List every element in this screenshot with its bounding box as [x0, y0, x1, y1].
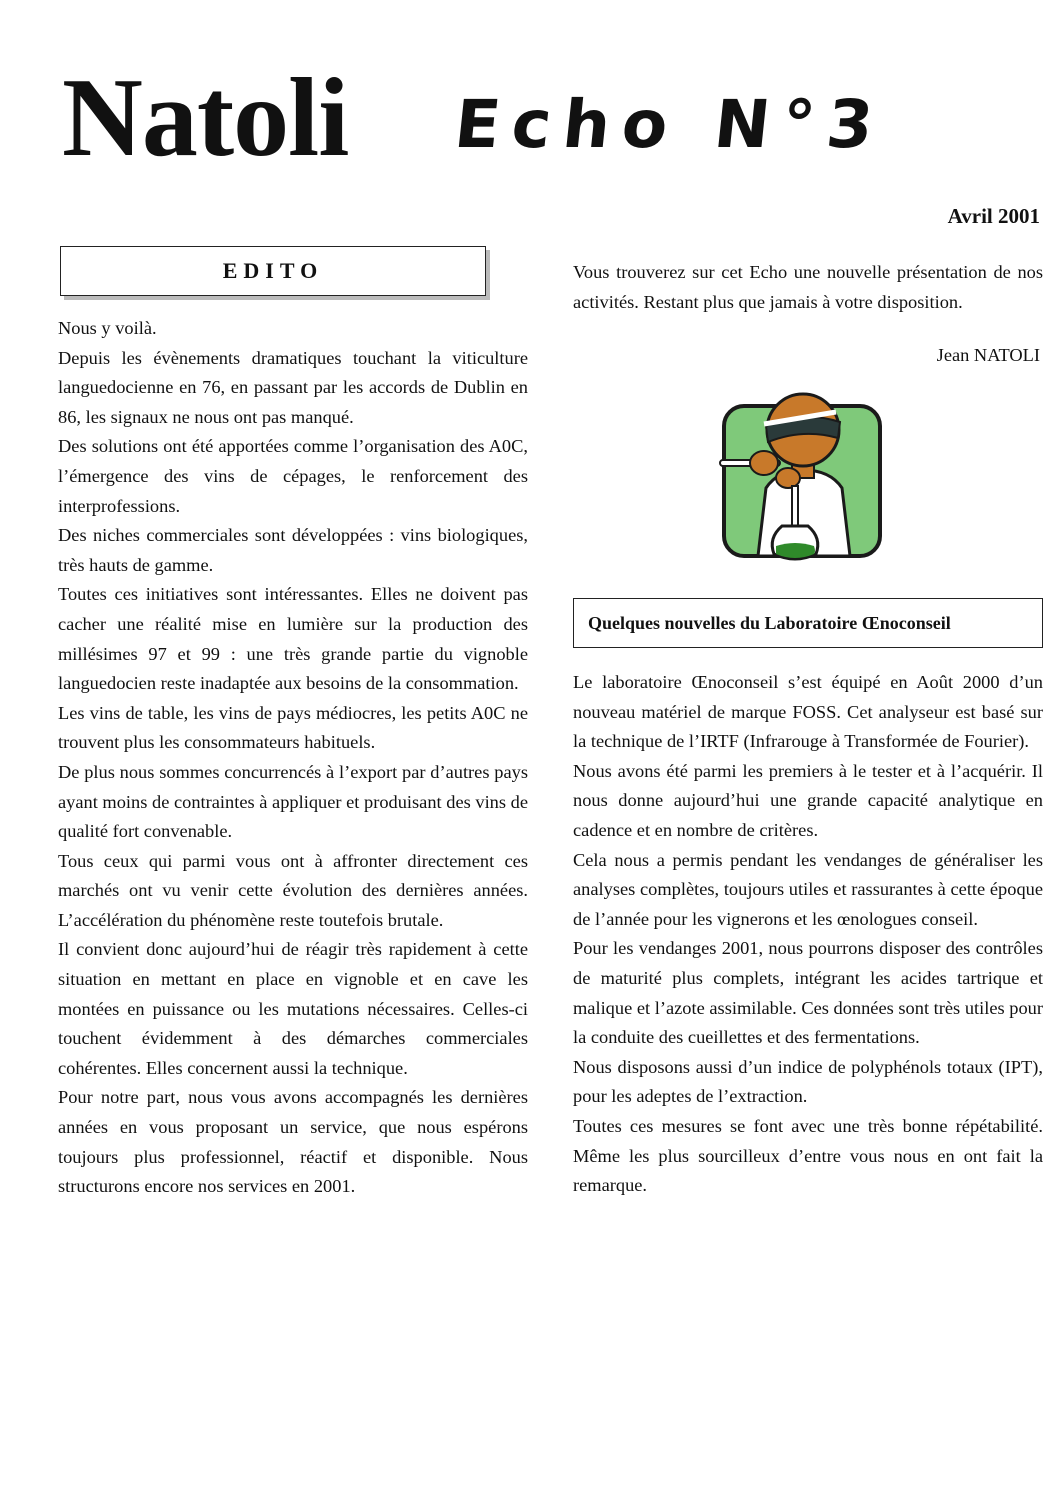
issue-number: Echo N°3 — [451, 86, 889, 163]
edito-column — [58, 314, 528, 1202]
edito-paragraph: Pour notre part, nous vous avons accompagnés les dernières années en vous proposant un service, que nous espérons toujours plus professionnel, réactif et disponible. Nous structurons encore nos services en 2001. — [58, 1087, 528, 1197]
edito-paragraph: Nous y voilà. — [58, 318, 157, 338]
edito-paragraph: Toutes ces initiatives sont intéressantes. Elles ne doivent pas cacher une réalité mise en lumière sur la production des millésimes 97 et 99 : une très grande partie du vignoble languedocien reste inadaptée aux besoins de la consommation. — [58, 584, 528, 694]
edito-paragraph: Des niches commerciales sont développées : vins biologiques, très hauts de gamme. — [58, 525, 528, 575]
news-paragraph: Cela nous a permis pendant les vendanges de généraliser les analyses complètes, toujours utiles et rassurantes à cette époque de l’année pour les vignerons et les œnologues conseil. — [573, 849, 1043, 929]
issue-date: Avril 2001 — [947, 204, 1040, 228]
edito-paragraph: Depuis les évènements dramatiques touchant la viticulture languedocienne en 76, en passant par les accords de Dublin en 86, les signaux ne nous ont pas manqué. — [58, 347, 528, 427]
edito-signature: Jean NATOLI — [936, 345, 1040, 365]
news-paragraph: Le laboratoire Œnoconseil s’est équipé en Août 2000 d’un nouveau matériel de marque FOSS. Cet analyseur est basé sur la technique de l’IRTF (Infrarouge à Transformée de Fourier). — [573, 672, 1043, 752]
lab-chemist-icon — [718, 378, 888, 573]
edito-continuation — [573, 258, 1043, 317]
news-heading-box — [573, 598, 1043, 648]
edito-paragraph: Des solutions ont été apportées comme l’organisation des A0C, l’émergence des vins de cépages, le renforcement des interprofessions. — [58, 436, 528, 516]
edito-heading-box — [60, 246, 486, 296]
news-paragraph: Nous disposons aussi d’un indice de polyphénols totaux (IPT), pour les adeptes de l’extraction. — [573, 1056, 1043, 1107]
edito-paragraph: De plus nous sommes concurrencés à l’export par d’autres pays ayant moins de contraintes à appliquer et produisant des vins de qualité fort convenable. — [58, 761, 528, 842]
edito-continuation-text: Vous trouverez sur cet Echo une nouvelle présentation de nos activités. Restant plus que jamais à votre disposition. — [573, 262, 1043, 312]
edito-paragraph: Tous ceux qui parmi vous ont à affronter directement ces marchés ont vu venir cette évolution des dernières années. L’accélération du phénomène reste toutefois brutale. — [58, 850, 528, 930]
news-paragraph: Nous avons été parmi les premiers à le tester et à l’acquérir. Il nous donne aujourd’hui une grande capacité analytique en cadence et en nombre de critères. — [573, 760, 1043, 840]
news-heading: Quelques nouvelles du Laboratoire Œnoconseil — [588, 612, 951, 633]
edito-heading: EDITO — [222, 258, 324, 283]
news-paragraph: Toutes ces mesures se font avec une très bonne répétabilité. Même les plus sourcilleux d’entre vous nous en ont fait la remarque. — [573, 1115, 1043, 1196]
edito-paragraph: Il convient donc aujourd’hui de réagir très rapidement à cette situation en mettant en place en vignoble et en cave les montées en puissance ou les mutations nécessaires. Celles-ci touchent évidemment à des démarches commerciales cohérentes. Elles concernent aussi la technique. — [58, 939, 528, 1078]
news-column — [573, 668, 1043, 1201]
masthead-title: Natoli — [62, 56, 349, 180]
edito-paragraph: Les vins de table, les vins de pays médiocres, les petits A0C ne trouvent plus les consommateurs habituels. — [58, 702, 528, 753]
news-paragraph: Pour les vendanges 2001, nous pourrons disposer des contrôles de maturité plus complets, intégrant les acides tartrique et malique et l’azote assimilable. Ces données sont très utiles pour la conduite des cueillettes et des fermentations. — [573, 938, 1043, 1048]
